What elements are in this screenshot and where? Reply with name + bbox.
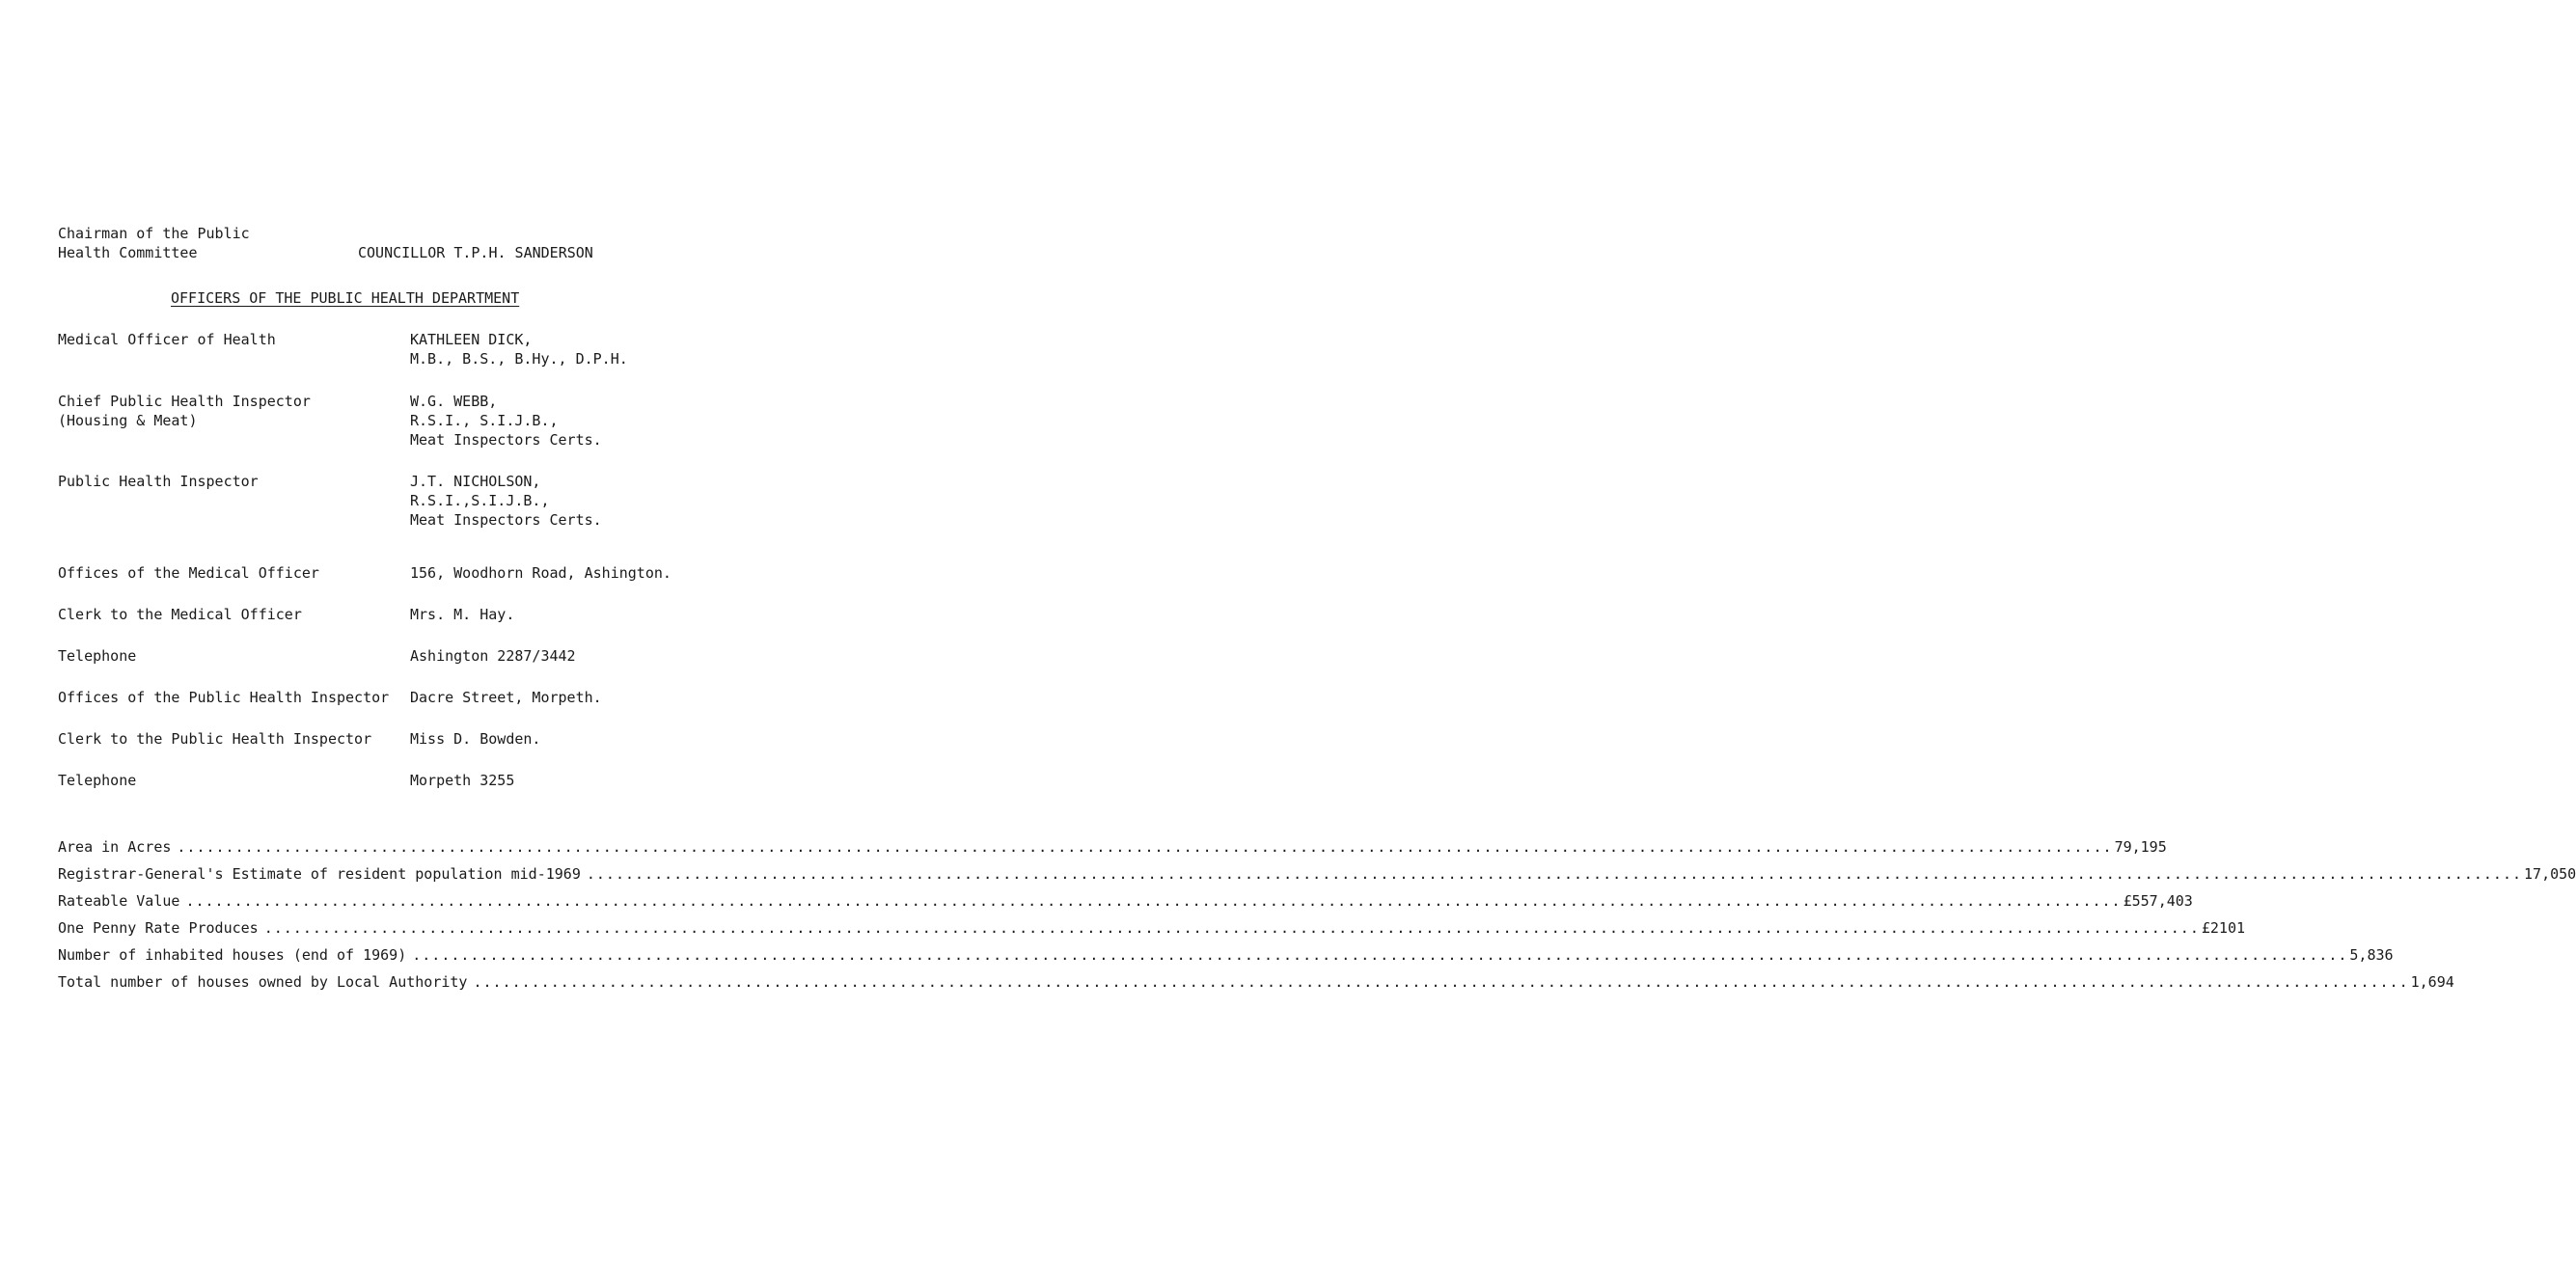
stat-row-inhabited-houses xyxy=(58,945,2394,965)
stat-value: 17,050 xyxy=(2524,865,2576,883)
officer-value: Mrs. M. Hay. xyxy=(410,606,515,623)
officer-value: Meat Inspectors Certs. xyxy=(410,431,602,449)
stat-label: Total number of houses owned by Local Authority xyxy=(58,973,468,991)
stat-row-population xyxy=(58,864,2576,884)
stat-value: £557,403 xyxy=(2123,892,2193,910)
leader-dots: ........................................................................................................................................................................................................ xyxy=(586,865,2523,883)
officer-value: M.B., B.S., B.Hy., D.P.H. xyxy=(410,350,628,368)
officer-value: Ashington 2287/3442 xyxy=(410,647,576,665)
officer-value: R.S.I.,S.I.J.B., xyxy=(410,492,550,509)
officer-label: Telephone xyxy=(58,772,137,789)
officer-label: Clerk to the Medical Officer xyxy=(58,606,302,623)
section-title: OFFICERS OF THE PUBLIC HEALTH DEPARTMENT xyxy=(171,289,520,307)
stat-label: Area in Acres xyxy=(58,838,172,856)
officer-value: J.T. NICHOLSON, xyxy=(410,473,541,490)
officer-label: Offices of the Medical Officer xyxy=(58,564,319,582)
stat-value: 1,694 xyxy=(2410,973,2454,991)
officer-label: Telephone xyxy=(58,647,137,665)
stat-value: 79,195 xyxy=(2114,838,2167,856)
officer-label: Medical Officer of Health xyxy=(58,331,276,348)
stat-row-rateable-value xyxy=(58,891,2193,911)
leader-dots: ........................................................................................................................................................................................................ xyxy=(263,919,2200,937)
leader-dots: ........................................................................................................................................................................................................ xyxy=(412,946,2348,964)
stat-row-council-houses xyxy=(58,972,2454,992)
chairman-name: COUNCILLOR T.P.H. SANDERSON xyxy=(358,244,593,261)
stat-label: Registrar-General's Estimate of resident population mid-1969 xyxy=(58,865,581,883)
stat-label: Rateable Value xyxy=(58,892,180,910)
officer-label: Offices of the Public Health Inspector xyxy=(58,689,390,706)
stat-row-penny-rate xyxy=(58,918,2246,938)
officer-label: Chief Public Health Inspector xyxy=(58,393,311,410)
officer-value: Miss D. Bowden. xyxy=(410,730,541,748)
stat-label: Number of inhabited houses (end of 1969) xyxy=(58,946,407,964)
leader-dots: ........................................................................................................................................................................................................ xyxy=(473,973,2409,991)
stat-value: 5,836 xyxy=(2349,946,2394,964)
chairman-label-line2: Health Committee xyxy=(58,244,198,261)
officer-value: R.S.I., S.I.J.B., xyxy=(410,412,559,429)
stat-row-area xyxy=(58,837,2167,857)
leader-dots: ........................................................................................................................................................................................................ xyxy=(185,892,2122,910)
officer-label: (Housing & Meat) xyxy=(58,412,198,429)
officer-value: Morpeth 3255 xyxy=(410,772,515,789)
officer-value: Meat Inspectors Certs. xyxy=(410,511,602,529)
chairman-label-line1: Chairman of the Public xyxy=(58,225,250,242)
officer-value: Dacre Street, Morpeth. xyxy=(410,689,602,706)
officer-value: KATHLEEN DICK, xyxy=(410,331,533,348)
stat-label: One Penny Rate Produces xyxy=(58,919,259,937)
officer-label: Public Health Inspector xyxy=(58,473,259,490)
officer-label: Clerk to the Public Health Inspector xyxy=(58,730,372,748)
officer-value: 156, Woodhorn Road, Ashington. xyxy=(410,564,671,582)
officer-value: W.G. WEBB, xyxy=(410,393,498,410)
stat-value: £2101 xyxy=(2201,919,2246,937)
leader-dots: ........................................................................................................................................................................................................ xyxy=(177,838,2113,856)
